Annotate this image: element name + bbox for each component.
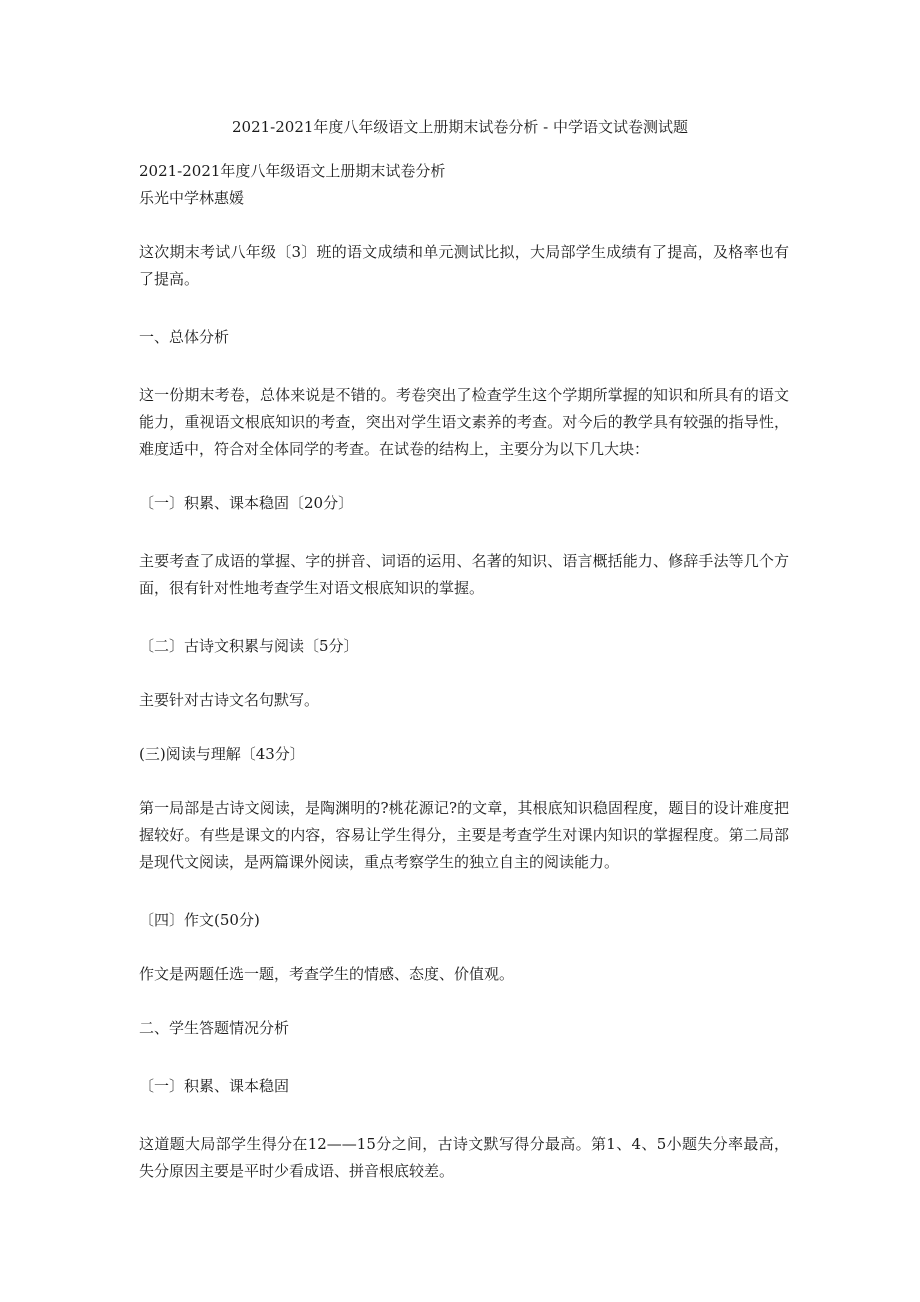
- document-author: 乐光中学林惠媛: [139, 189, 245, 207]
- accumulation-results-paragraph: 这道题大局部学生得分在12——15分之间，古诗文默写得分最高。第1、4、5小题失分率最高，失分原因主要是平时少看成语、拼音根底较差。: [139, 1135, 789, 1180]
- document-title: 2021-2021年度八年级语文上册期末试卷分析 - 中学语文试卷测试题: [231, 118, 689, 136]
- document-subtitle: 2021-2021年度八年级语文上册期末试卷分析: [139, 162, 446, 180]
- section-heading-overall-analysis: 一、总体分析: [139, 328, 230, 346]
- subsection-heading-composition: 〔四〕作文(50分): [139, 911, 260, 929]
- subsection-heading-reading: (三)阅读与理解〔43分〕: [139, 745, 305, 763]
- classical-poetry-paragraph: 主要针对古诗文名句默写。: [139, 691, 320, 709]
- document-body: [139, 158, 789, 1185]
- reading-paragraph: 第一局部是古诗文阅读，是陶渊明的?桃花源记?的文章，其根底知识稳固程度，题目的设计难度把握较好。有些是课文的内容，容易让学生得分，主要是考查学生对课内知识的掌握程度。第二局部是现代文阅读，是两篇课外阅读，重点考察学生的独立自主的阅读能力。: [139, 799, 789, 871]
- composition-paragraph: 作文是两题任选一题，考查学生的情感、态度、价值观。: [139, 965, 515, 983]
- accumulation-paragraph: 主要考查了成语的掌握、字的拼音、词语的运用、名著的知识、语言概括能力、修辞手法等几个方面，很有针对性地考查学生对语文根底知识的掌握。: [139, 552, 789, 597]
- section-heading-student-answers: 二、学生答题情况分析: [139, 1019, 290, 1037]
- intro-paragraph: 这次期末考试八年级〔3〕班的语文成绩和单元测试比拟，大局部学生成绩有了提高，及格率也有了提高。: [139, 243, 789, 288]
- subsection-heading-accumulation-results: 〔一〕积累、课本稳固: [139, 1077, 290, 1095]
- subsection-heading-accumulation: 〔一〕积累、课本稳固〔20分〕: [139, 494, 354, 512]
- overall-analysis-paragraph: 这一份期末考卷，总体来说是不错的。考卷突出了检查学生这个学期所掌握的知识和所具有的语文能力，重视语文根底知识的考查，突出对学生语文素养的考查。对今后的教学具有较强的指导性，难度适中，符合对全体同学的考查。在试卷的结构上，主要分为以下几大块：: [139, 386, 789, 458]
- subsection-heading-classical-poetry: 〔二〕古诗文积累与阅读〔5分〕: [139, 637, 359, 655]
